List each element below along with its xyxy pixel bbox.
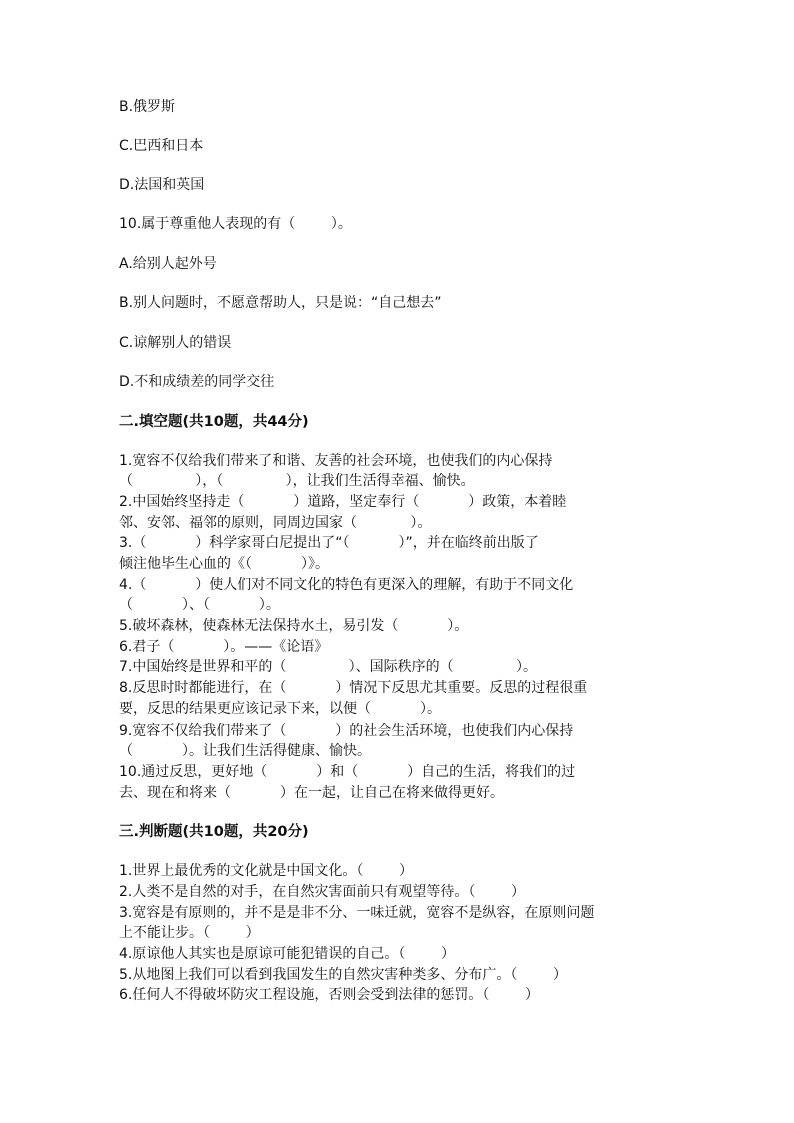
section-2-heading: 二.填空题(共10题，共44分)	[119, 414, 309, 430]
option-c-brazil-japan: C.巴西和日本	[119, 138, 204, 154]
fill-blank-line: 去、现在和将来（ ）在一起，让自己在将来做得更好。	[119, 785, 504, 801]
section-3-heading: 三.判断题(共10题，共20分)	[119, 824, 309, 840]
fill-blank-line: 2.中国始终坚持走（ ）道路，坚定奉行（ ）政策，本着睦	[119, 494, 567, 510]
fill-blank-line: 5.破坏森林，使森林无法保持水土，易引发（ ）。	[119, 618, 469, 634]
fill-blank-line: 10.通过反思，更好地（ ）和（ ）自己的生活，将我们的过	[119, 764, 576, 780]
true-false-line: 3.宽容是有原则的，并不是是非不分、一味迁就，宽容不是纵容，在原则问题	[119, 905, 595, 921]
question-10-option-d: D.不和成绩差的同学交往	[119, 374, 275, 390]
true-false-line: 6.任何人不得破坏防灾工程设施，否则会受到法律的惩罚。（ ）	[119, 987, 539, 1003]
fill-blank-line: 9.宽容不仅给我们带来了（ ）的社会生活环境，也使我们内心保持	[119, 723, 574, 739]
fill-blank-line: 6.君子（ ）。——《论语》	[119, 639, 329, 655]
true-false-line: 上不能让步。（ ）	[119, 925, 260, 941]
fill-blank-line: 要，反思的结果更应该记录下来，以便（ ）。	[119, 701, 441, 717]
question-10-option-b: B.别人问题时，不愿意帮助人，只是说：“自己想去”	[119, 295, 442, 311]
fill-blank-line: （ ）、（ ）。	[119, 597, 280, 613]
true-false-line: 1.世界上最优秀的文化就是中国文化。（ ）	[119, 863, 413, 879]
question-10-option-c: C.谅解别人的错误	[119, 335, 232, 351]
fill-blank-line: 8.反思时时都能进行，在（ ）情况下反思尤其重要。反思的过程很重	[119, 680, 588, 696]
fill-blank-line: （ ），（ ），让我们生活得幸福、愉快。	[119, 473, 475, 489]
fill-blank-line: 1.宽容不仅给我们带来了和谐、友善的社会环境，也使我们的内心保持	[119, 453, 553, 469]
question-10-option-a: A.给别人起外号	[119, 256, 217, 272]
fill-blank-line: 邻、安邻、福邻的原则，同周边国家（ ）。	[119, 515, 432, 531]
fill-blank-line: （ ）。让我们生活得健康、愉快。	[119, 743, 371, 759]
true-false-line: 4.原谅他人其实也是原谅可能犯错误的自己。（ ）	[119, 946, 455, 962]
question-10-stem: 10.属于尊重他人表现的有（ ）。	[119, 216, 352, 232]
option-d-france-uk: D.法国和英国	[119, 177, 205, 193]
fill-blank-line: 倾注他毕生心血的《（ ）》。	[119, 556, 329, 572]
true-false-line: 2.人类不是自然的对手，在自然灾害面前只有观望等待。（ ）	[119, 884, 525, 900]
option-b-russia: B.俄罗斯	[119, 99, 176, 115]
fill-blank-line: 3.（ ）科学家哥白尼提出了“（ ）”，并在临终前出版了	[119, 535, 539, 551]
fill-blank-line: 4.（ ）使人们对不同文化的特色有更深入的理解，有助于不同文化	[119, 577, 574, 593]
true-false-line: 5.从地图上我们可以看到我国发生的自然灾害种类多、分布广。（ ）	[119, 967, 567, 983]
fill-blank-line: 7.中国始终是世界和平的（ ）、国际秩序的（ ）。	[119, 659, 537, 675]
